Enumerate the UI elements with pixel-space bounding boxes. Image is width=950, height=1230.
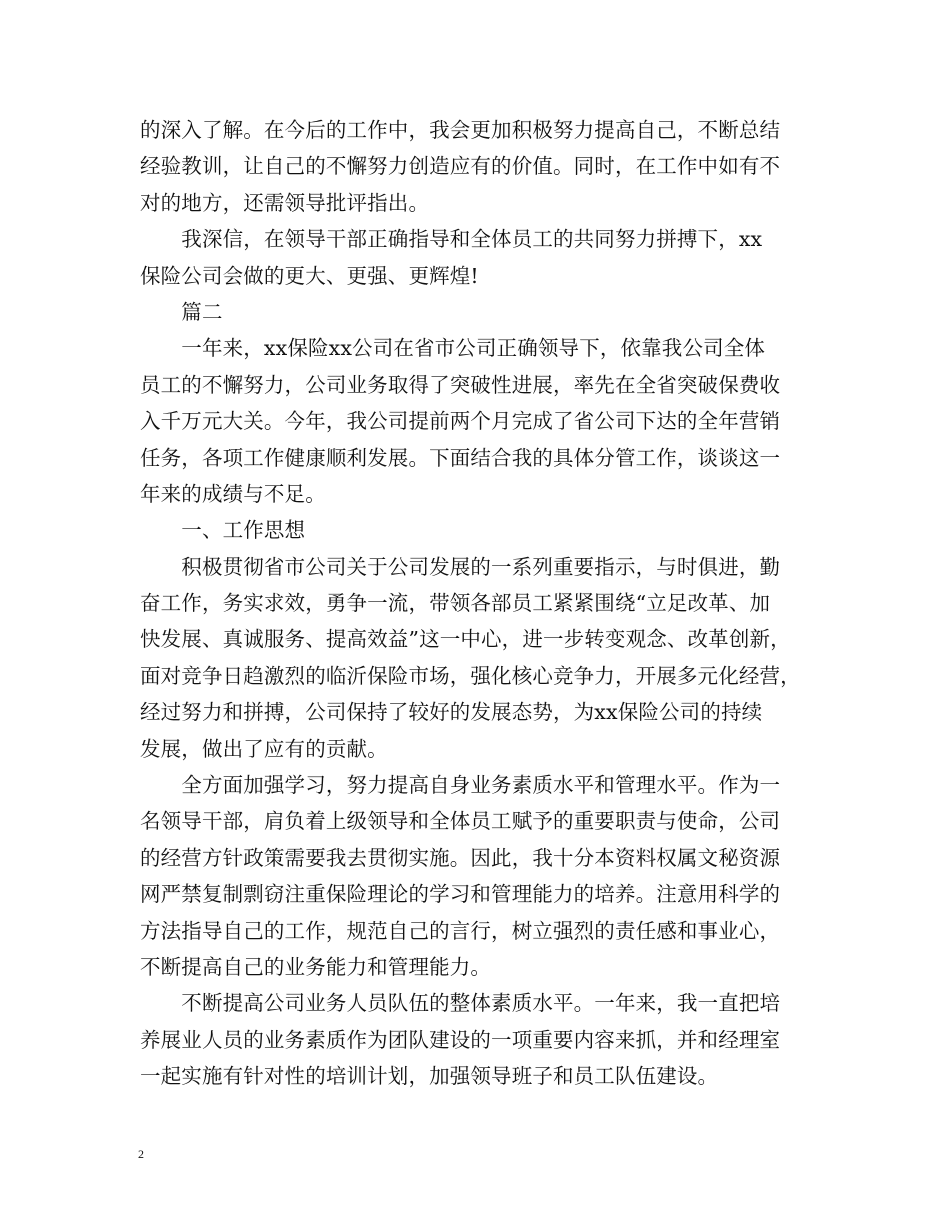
text-line: 任务，各项工作健康顺利发展。下面结合我的具体分管工作，谈谈这一 — [140, 445, 781, 470]
text-line: 年来的成绩与不足。 — [140, 481, 326, 506]
text-line: 面对竞争日趋激烈的临沂保险市场，强化核心竞争力，开展多元化经营， — [140, 663, 801, 688]
text-line: 保险公司会做的更大、更强、更辉煌! — [140, 263, 479, 288]
text-line: 积极贯彻省市公司关于公司发展的一系列重要指示，与时俱进，勤 — [140, 554, 781, 579]
text-line: 对的地方，还需领导批评指出。 — [140, 190, 430, 215]
document-body — [140, 112, 815, 1095]
text-line: 发展，做出了应有的贡献。 — [140, 736, 388, 761]
text-line: 名领导干部，肩负着上级领导和全体员工赋予的重要职责与使命，公司 — [140, 809, 781, 834]
text-line: 入千万元大关。今年，我公司提前两个月完成了省公司下达的全年营销 — [140, 409, 781, 434]
section-heading: 篇二 — [140, 299, 223, 324]
text-line: 的经营方针政策需要我去贯彻实施。因此，我十分本资料权属文秘资源 — [140, 845, 781, 870]
page-number: 2 — [138, 1147, 144, 1161]
section-heading: 一、工作思想 — [140, 518, 306, 543]
text-line: 方法指导自己的工作，规范自己的言行，树立强烈的责任感和事业心， — [140, 918, 781, 943]
text-line: 经过努力和拼搏，公司保持了较好的发展态势，为xx保险公司的持续 — [140, 700, 763, 725]
text-line: 我深信，在领导干部正确指导和全体员工的共同努力拼搏下，xx — [140, 227, 763, 252]
text-line: 奋工作，务实求效，勇争一流，带领各部员工紧紧围绕“立足改革、加 — [140, 591, 771, 616]
text-line: 一年来，xx保险xx公司在省市公司正确领导下，依靠我公司全体 — [140, 336, 766, 361]
text-line: 快发展、真诚服务、提高效益”这一中心，进一步转变观念、改革创新， — [140, 627, 791, 652]
text-line: 养展业人员的业务素质作为团队建设的一项重要内容来抓，并和经理室 — [140, 1027, 781, 1052]
text-line: 的深入了解。在今后的工作中，我会更加积极努力提高自己，不断总结 — [140, 118, 781, 142]
text-line: 网严禁复制剽窃注重保险理论的学习和管理能力的培养。注意用科学的 — [140, 882, 781, 907]
text-line: 不断提高公司业务人员队伍的整体素质水平。一年来，我一直把培 — [140, 991, 781, 1016]
text-line: 员工的不懈努力，公司业务取得了突破性进展，率先在全省突破保费收 — [140, 372, 781, 397]
text-line: 不断提高自己的业务能力和管理能力。 — [140, 954, 492, 979]
text-line: 全方面加强学习，努力提高自身业务素质水平和管理水平。作为一 — [140, 773, 781, 798]
text-line: 经验教训，让自己的不懈努力创造应有的价值。同时，在工作中如有不 — [140, 154, 781, 179]
text-line: 一起实施有针对性的培训计划，加强领导班子和员工队伍建设。 — [140, 1064, 719, 1089]
